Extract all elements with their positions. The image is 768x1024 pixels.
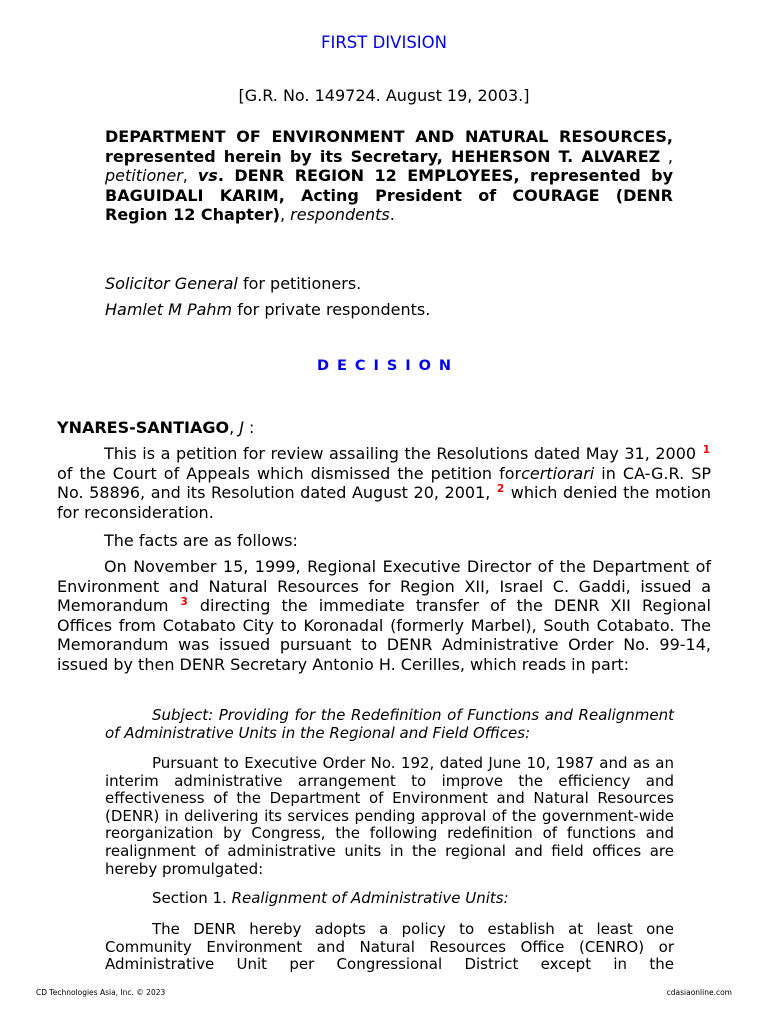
ponente-name: YNARES-SANTIAGO: [57, 418, 230, 437]
counsel-text: for petitioners.: [237, 274, 362, 293]
ponente-separator: ,: [229, 418, 240, 437]
ponente-end: :: [243, 418, 255, 437]
respondent-role: respondents: [290, 205, 390, 225]
counsel-name: Hamlet M Pahm: [105, 300, 233, 319]
quote-subject: Subject: Providing for the Redefinition of Functions and Realignment of Administrative Units in the Regional and Field Offices:: [105, 706, 674, 742]
ponente-title: J: [239, 418, 244, 437]
paragraph-text: This is a petition for review assailing the Resolutions dated May 31, 2000: [104, 444, 697, 463]
footer-site[interactable]: cdasiaonline.com: [666, 988, 732, 997]
division-heading: FIRST DIVISION: [320, 33, 447, 52]
quote-paragraph-1: Pursuant to Executive Order No. 192, dated June 10, 1987 and as an interim administrative arrangement to improve the efficiency and effectiveness of the Department of Environment and Natural Resources (DENR) in delivering its services pending approval of the government-wide reorganization by Congress, the following redefinition of functions and realignment of administrative units in the regional and field offices are hereby promulgated:: [105, 754, 674, 878]
case-caption: [105, 127, 673, 225]
counsel-respondents: [105, 300, 430, 319]
case-number: [G.R. No. 149724. August 19, 2003.]: [238, 86, 530, 105]
caption-separator: ,: [279, 205, 291, 225]
footnote-link-3[interactable]: 3: [180, 595, 188, 608]
footer-copyright: CD Technologies Asia, Inc. © 2023: [36, 988, 166, 997]
paragraph-text: in CA-G.R. SP No. 58896, and its Resolution dated August 20, 2001,: [57, 463, 712, 503]
caption-end: .: [389, 205, 395, 225]
paragraph-text: directing the immediate transfer of the DENR XII Regional Offices from Cotabato City to Koronadal (formerly Marbel), South Cotabato. The Memorandum was issued pursuant to DENR Administrative Order No. 99-14, issued by then DENR Secretary Antonio H. Cerilles, which reads in part:: [57, 596, 711, 674]
footnote-link-2[interactable]: 2: [496, 482, 505, 495]
caption-separator: ,: [182, 166, 198, 186]
petitioner-role: petitioner: [105, 166, 183, 186]
paragraph-1: [57, 444, 711, 522]
section-label: Section 1.: [152, 889, 232, 907]
ponente: [57, 418, 711, 438]
versus: vs: [197, 166, 218, 186]
paragraph-text: of the Court of Appeals which dismissed the petition for: [57, 463, 522, 483]
counsel-text: for private respondents.: [232, 300, 431, 319]
paragraph-3: [57, 557, 711, 675]
section-title: Realignment of Administrative Units:: [231, 889, 509, 907]
petitioner-name: DEPARTMENT OF ENVIRONMENT AND NATURAL RESOURCES, represented herein by its Secretary, HEHERSON T. ALVAREZ: [105, 127, 673, 166]
counsel-petitioners: [105, 274, 361, 293]
respondent-name: . DENR REGION 12 EMPLOYEES, represented by BAGUIDALI KARIM, Acting President of COURAGE (DENR Region 12 Chapter): [105, 166, 673, 225]
paragraph-text: On November 15, 1999, Regional Executive Director of the Department of Environment and Natural Resources for Region XII, Israel C. Gaddi, issued a Memorandum: [57, 557, 711, 616]
decision-heading: DECISION: [316, 358, 460, 374]
quote-section-1: [105, 890, 674, 908]
caption-separator: ,: [660, 146, 673, 166]
footnote-link-1[interactable]: 1: [702, 443, 710, 456]
quote-paragraph-2: The DENR hereby adopts a policy to establish at least one Community Environment and Natural Resources Office (CENRO) or Administrative Unit per Congressional District except in the: [105, 920, 674, 974]
counsel-name: Solicitor General: [105, 274, 238, 293]
certiorari-term: certiorari: [521, 463, 595, 483]
paragraph-text: which denied the motion for reconsideration.: [57, 483, 711, 522]
paragraph-2: The facts are as follows:: [104, 531, 298, 550]
